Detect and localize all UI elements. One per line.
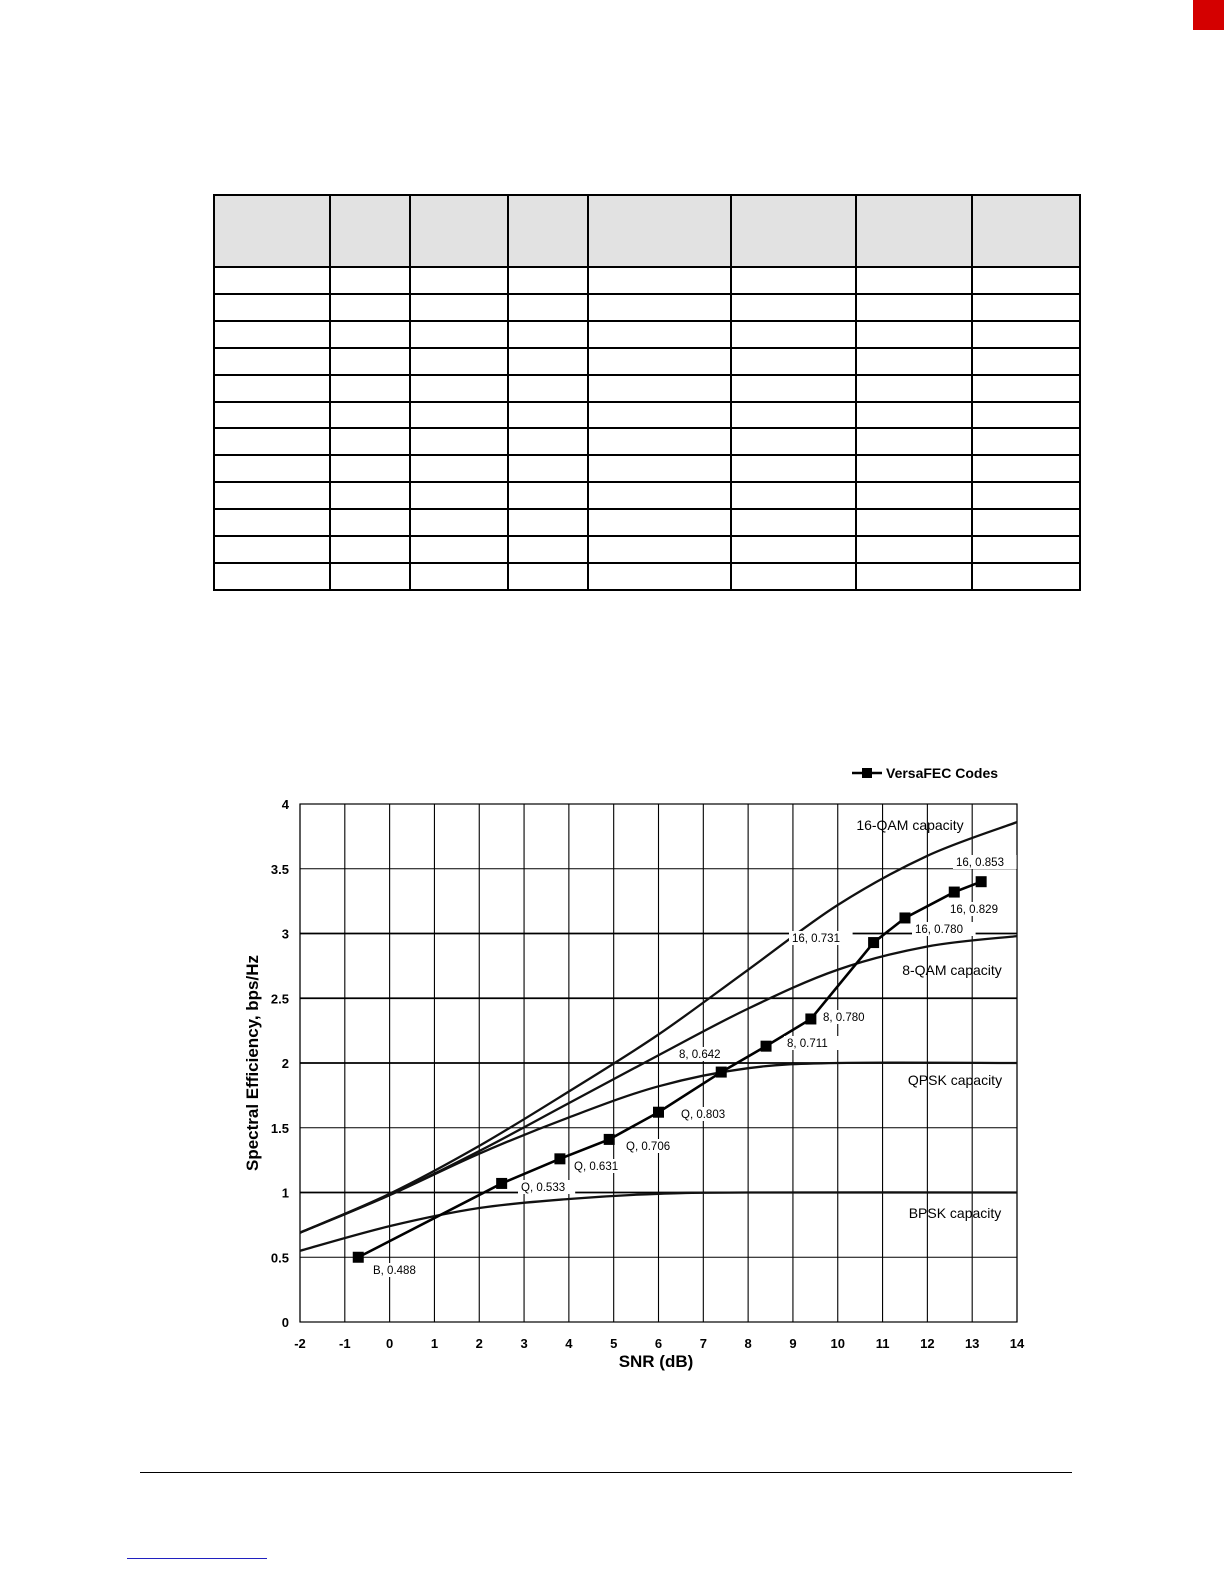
capacity-label: BPSK capacity: [908, 1205, 1002, 1221]
versafec-line: [358, 882, 981, 1258]
versafec-point: [604, 1134, 615, 1145]
point-annotation: Q, 0.706: [626, 1141, 671, 1153]
x-tick-label: 10: [830, 1336, 845, 1351]
versafec-point: [976, 876, 987, 887]
x-tick-label: 13: [964, 1336, 980, 1351]
point-annotation: 16, 0.829: [950, 904, 998, 916]
versafec-point: [899, 912, 910, 923]
chart-labels: [370, 817, 1017, 1277]
versafec-point: [868, 937, 879, 948]
y-tick-label: 1: [281, 1185, 289, 1201]
chart-legend: [852, 765, 998, 781]
x-tick-label: 9: [789, 1336, 797, 1351]
point-annotation: 8, 0.711: [787, 1038, 828, 1050]
point-annotation: 16, 0.780: [915, 924, 963, 936]
x-tick-label: 7: [699, 1336, 707, 1351]
x-tick-label: 1: [430, 1336, 439, 1351]
x-tick-label: 2: [475, 1336, 483, 1351]
point-annotation: 16, 0.731: [792, 933, 840, 945]
y-tick-label: 2: [281, 1056, 289, 1071]
versafec-point: [949, 887, 960, 898]
y-tick-label: 0: [281, 1315, 289, 1330]
footer-rule: [140, 1472, 1072, 1473]
capacity-label: QPSK capacity: [907, 1072, 1003, 1088]
versafec-point: [805, 1013, 816, 1024]
y-tick-label: 1.5: [270, 1120, 289, 1136]
point-annotation: Q, 0.631: [574, 1161, 619, 1173]
capacity-label: 16-QAM capacity: [856, 817, 964, 833]
y-tick-label: 3: [281, 926, 289, 942]
x-tick-label: -1: [339, 1336, 351, 1351]
versafec-point: [496, 1178, 507, 1189]
x-tick-label: 6: [654, 1336, 663, 1351]
x-tick-label: -2: [294, 1336, 306, 1351]
point-annotation: B, 0.488: [373, 1265, 416, 1277]
versafec-point: [761, 1041, 772, 1052]
legend-label: VersaFEC Codes: [886, 765, 999, 781]
x-axis-title: SNR (dB): [618, 1352, 694, 1371]
x-tick-label: 11: [875, 1336, 890, 1351]
x-tick-label: 4: [565, 1336, 573, 1351]
x-tick-label: 14: [1009, 1336, 1025, 1351]
point-annotation: 8, 0.780: [823, 1012, 865, 1024]
x-tick-label: 8: [744, 1336, 752, 1351]
versafec-point: [716, 1067, 727, 1078]
footer-link-underline: [127, 1558, 267, 1559]
legend-marker: [862, 768, 872, 778]
versafec-point: [653, 1107, 664, 1118]
point-annotation: 16, 0.853: [956, 857, 1004, 869]
capacity-label: 8-QAM capacity: [902, 962, 1002, 978]
y-axis-title: Spectral Efficiency, bps/Hz: [243, 954, 262, 1172]
point-annotation: Q, 0.533: [521, 1182, 566, 1194]
y-tick-label: 0.5: [270, 1250, 289, 1266]
x-tick-label: 12: [920, 1336, 935, 1351]
y-tick-label: 2.5: [270, 991, 289, 1007]
versafec-point: [353, 1252, 364, 1263]
x-tick-label: 0: [386, 1336, 394, 1351]
point-annotation: 8, 0.642: [679, 1049, 721, 1061]
x-tick-label: 3: [520, 1336, 528, 1351]
x-tick-label: 5: [610, 1336, 618, 1351]
point-annotation: Q, 0.803: [681, 1109, 726, 1121]
y-tick-label: 4: [281, 797, 289, 812]
versafec-point: [554, 1153, 565, 1164]
y-tick-label: 3.5: [270, 861, 289, 877]
